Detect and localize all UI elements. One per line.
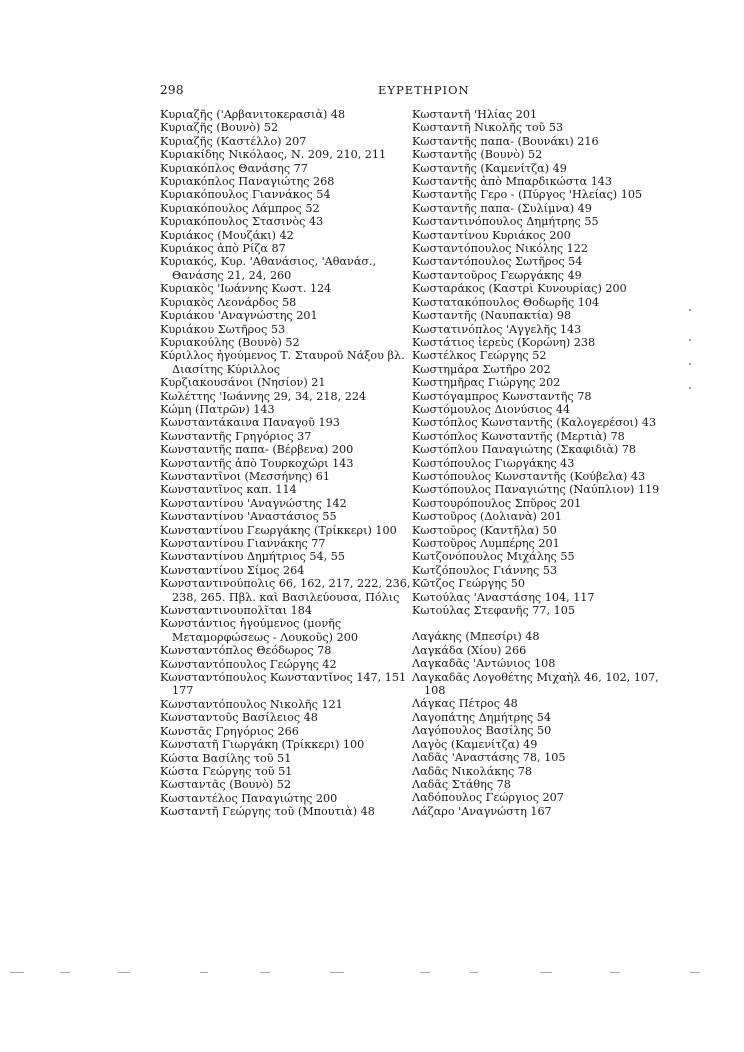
index-entry: Κωσταντῆ Γεώργης τοῦ (Μπουτιὰ) 48 <box>160 805 375 819</box>
index-entry: Κυριακόπουλος Στασινὸς 43 <box>160 215 324 229</box>
index-entry: Κωστουρόπουλος Σπῦρος 201 <box>412 496 582 510</box>
index-entry: Λαγκαδᾶς Λογοθέτης Μιχαὴλ 46, 102, 107, 108 <box>412 670 659 698</box>
index-entry: Κωστοῦρος (Καντῆλα) 50 <box>412 523 557 537</box>
index-entry: Κωσταντίνου Κυριάκος 200 <box>412 228 571 242</box>
index-entry: Κωτούλας Στεφανῆς 77, 105 <box>412 604 575 618</box>
index-entry: Κωνσταντῆς ἀπὸ Τουρκοχώρι 143 <box>160 456 354 470</box>
index-entry: Κυριαζῆς ('Αρβανιτοκερασιὰ) 48 <box>160 108 346 121</box>
index-entry: Κωνσταντόπλος Θεόδωρος 78 <box>160 644 332 658</box>
index-entry: Λαγοπάτης Δημήτρης 54 <box>412 710 551 724</box>
scan-edge-marks <box>0 972 744 974</box>
index-entry: Κωσταντῆς παπα- (Συλίμνα) 49 <box>412 201 592 215</box>
index-entry: Κωστατινόπλος 'Αγγελῆς 143 <box>412 322 582 336</box>
index-entry: Κυριακίδης Νικόλαος, Ν. 209, 210, 211 <box>160 148 387 162</box>
index-entry: Κυριαζῆς (Καστέλλο) 207 <box>160 134 307 148</box>
index-entry: Κωσταντόπουλος Σωτῆρος 54 <box>412 255 583 269</box>
index-entry: Κωστόγαμπρος Κωνσταντῆς 78 <box>412 389 592 403</box>
index-entry: Κώμη (Πατρῶν) 143 <box>160 402 275 416</box>
index-entry: Κυριακόπουλος Λάμπρος 52 <box>160 201 320 215</box>
running-head: ΕΥΡΕΤΗΡΙΟΝ <box>378 83 470 97</box>
index-entry: Κύριλλος ἡγούμενος Τ. Σταυροῦ Νάξου βλ. Διασίτης Κύριλλος <box>160 349 405 376</box>
index-entry: Κωνσταντῖνοι (Μεσσήνης) 61 <box>160 469 331 483</box>
index-entry: Κωνσταντίνου Γεωργάκης (Τρίκκερι) 100 <box>160 523 397 537</box>
index-entry: Λαγκαδᾶς 'Αντώνιος 108 <box>412 657 556 671</box>
index-entry: Κωλέττης 'Ιωάννης 29, 34, 218, 224 <box>160 389 367 403</box>
scan-speck <box>689 309 691 311</box>
index-entry: Λαγκάδα (Χίου) 266 <box>412 643 527 657</box>
index-entry: Κωνσταντίνου Γιαννάκης 77 <box>160 537 326 550</box>
index-entry: Κωσταντινόπουλος Δημήτρης 55 <box>412 215 599 229</box>
index-entry: Κωσταντῆς (Καμενίτζα) 49 <box>412 161 567 175</box>
index-entry: Κωσταντῆς παπα- (Βουνάκι) 216 <box>412 134 599 148</box>
index-entry: Κυριάκος (Μουζάκι) 42 <box>160 228 294 242</box>
index-entry: Λαδᾶς Στάθης 78 <box>412 777 511 791</box>
index-entry: Κωνσταντῖνος καπ. 114 <box>160 483 297 497</box>
index-entry: Κωσταντῆ Νικολῆς τοῦ 53 <box>412 121 564 135</box>
index-entry: Κωνσταντοῦς Βασίλειος 48 <box>160 711 318 725</box>
index-column-right <box>412 108 674 818</box>
scan-speck <box>689 363 691 365</box>
index-entry: Κωστόπλος Κωνσταντῆς (Καλογερέσοι) 43 <box>412 416 657 430</box>
index-entry: Κωτζονόπουλος Μιχάλης 55 <box>412 550 575 564</box>
index-entry: Κυριακόπλος Θανάσης 77 <box>160 161 308 175</box>
index-entry: Κωστέλκος Γεώργης 52 <box>412 349 547 363</box>
index-entry: Κωσταντόπουλος Νικόλης 122 <box>412 242 588 256</box>
index-entry: Λαγὸς (Καμενίτζα) 49 <box>412 737 538 751</box>
index-entry: Κωνσταντίνου 'Αναστάσιος 55 <box>160 510 337 524</box>
index-entry: Κωστόπουλος Γιωργάκης 43 <box>412 456 575 470</box>
index-entry: Κωνσταντίνου Δημήτριος 54, 55 <box>160 550 345 564</box>
index-entry: Κωστόπουλος Κωνσταντῆς (Κούβελα) 43 <box>412 469 646 483</box>
index-entry: Κώστα Γεώργης τοῦ 51 <box>160 764 293 778</box>
index-entry: Κωστοῦρος Λυμπέρης 201 <box>412 537 560 550</box>
index-entry: Κῶτζος Γεώργης 50 <box>412 577 525 591</box>
index-entry: Κυριακόπουλος Γιαννάκος 54 <box>160 188 331 202</box>
index-entry: Κωσταντῆς Γερο - (Πύργος 'Ηλείας) 105 <box>412 188 643 202</box>
index-entry: Κωνσταντάκαινα Παναγοῦ 193 <box>160 416 340 430</box>
index-entry: Κωσταντῆς ἀπὸ Μπαρδικώστα 143 <box>412 175 613 189</box>
index-entry: Κωνστᾶς Γρηγόριος 266 <box>160 724 299 738</box>
index-entry: Λαγόπουλος Βασίλης 50 <box>412 724 552 738</box>
index-entry: Κυριάκου 'Αναγνώστης 201 <box>160 309 318 323</box>
index-entry: Κυρζιακουσάνοι (Νησίον) 21 <box>160 376 326 390</box>
index-entry: Κωστημῆρας Γιώργης 202 <box>412 376 561 390</box>
index-entry: Κώστα Βασίλης τοῦ 51 <box>160 751 292 765</box>
index-entry: Κυριακούλης (Βουνὸ) 52 <box>160 335 300 349</box>
index-entry: Κωστοῦρος (Δολιανὰ) 201 <box>412 510 562 524</box>
page-number: 298 <box>160 83 184 97</box>
index-entry: Κωτζόπουλος Γιάννης 53 <box>412 563 558 577</box>
index-entry: Κωνσταντίνου 'Αναγνώστης 142 <box>160 496 347 510</box>
index-entry: Κωσταντῆ 'Ηλίας 201 <box>412 108 538 121</box>
index-entry: Κωσταντῆς (Ναυπακτία) 98 <box>412 309 572 323</box>
index-entry: Κωνσταντόπουλος Κωνσταντῖνος 147, 151 177 <box>160 671 407 698</box>
index-entry: Κωνσταντῆς παπα- (Βέρβενα) 200 <box>160 443 354 457</box>
index-entry: Κωνσταντίνου Σίμος 264 <box>160 563 305 577</box>
index-entry: Κωνσταντῆς Γρηγόριος 37 <box>160 429 312 443</box>
index-entry: Λαγάκης (Μπεσίρι) 48 <box>412 630 540 644</box>
index-entry: Λάγκας Πέτρος 48 <box>412 697 518 711</box>
index-entry: Κωστατακόπουλος Θοδωρῆς 104 <box>412 295 600 309</box>
index-entry: Κωσταντέλος Παναγιώτης 200 <box>160 791 338 805</box>
index-entry: Κυριάκος ἀπὸ Ρίζα 87 <box>160 242 286 256</box>
index-entry: Κωσταντῆς (Βουνὸ) 52 <box>412 148 543 162</box>
index-entry: Κωστάτιος ἱερεὺς (Κορώνη) 238 <box>412 335 596 349</box>
index-entry: Κωσταράκος (Καστρὶ Κυνουρίας) 200 <box>412 282 627 296</box>
scan-speck <box>689 387 691 389</box>
index-entry: Κωνσταντινουπολῖται 184 <box>160 604 312 618</box>
index-entry: Λάζαρο 'Αναγνώστη 167 <box>412 804 552 818</box>
index-entry: Κυριάκου Σωτῆρος 53 <box>160 322 286 336</box>
index-entry: Κυριακὸς Λεονάρδος 58 <box>160 295 297 309</box>
index-entry: Κωνστατῆ Γιωργάκη (Τρίκκερι) 100 <box>160 738 365 752</box>
index-entry: Κωτούλας 'Αναστάσης 104, 117 <box>412 590 595 604</box>
index-entry: Κωστόπλου Παναγιώτης (Σκαφιδιὰ) 78 <box>412 443 637 457</box>
index-entry: Κωστόμουλος Διονύσιος 44 <box>412 402 571 416</box>
index-entry: Κυριακός, Κυρ. 'Αθανάσιος, 'Αθανάσ., Θανάσης 21, 24, 260 <box>160 255 377 282</box>
index-entry: Κυριακόπλος Παναγιώτης 268 <box>160 175 335 189</box>
index-entry: Λαδόπουλος Γεώργιος 207 <box>412 791 564 805</box>
index-entry: Κωστημάρα Σωτῆρο 202 <box>412 362 551 376</box>
scan-speck <box>689 339 691 341</box>
index-entry: Κωνσταντόπουλος Γεώργης 42 <box>160 657 337 671</box>
index-entry: Κωνσταντινούπολις 66, 162, 217, 222, 236, 238, 265. Πβλ. καὶ Βασιλεύουσα, Πόλις <box>160 577 411 604</box>
index-column-left <box>160 108 415 819</box>
index-entry: Κωστόπουλος Παναγιώτης (Ναύπλιον) 119 <box>412 483 660 497</box>
index-entry: Κυριακὸς 'Ιωάννης Κωστ. 124 <box>160 282 332 296</box>
index-entry: Κωσταντᾶς (Βουνὸ) 52 <box>160 778 292 792</box>
index-entry: Λαδᾶς Νικολάκης 78 <box>412 764 533 778</box>
index-entry: Κωσταντοῦρος Γεωργάκης 49 <box>412 268 582 282</box>
index-entry: Κωνστάντιος ἡγούμενος (μονῆς Μεταμορφώσεως - Λουκοῦς) 200 <box>160 617 358 644</box>
index-entry: Κωνσταντόπουλος Νικολῆς 121 <box>160 697 343 711</box>
index-entry: Κυριαζῆς (Βουνὸ) 52 <box>160 121 279 135</box>
index-entry: Λαδᾶς 'Αναστάσης 78, 105 <box>412 751 566 765</box>
index-entry: Κωστόπλος Κωνσταντῆς (Μερτιὰ) 78 <box>412 429 625 443</box>
